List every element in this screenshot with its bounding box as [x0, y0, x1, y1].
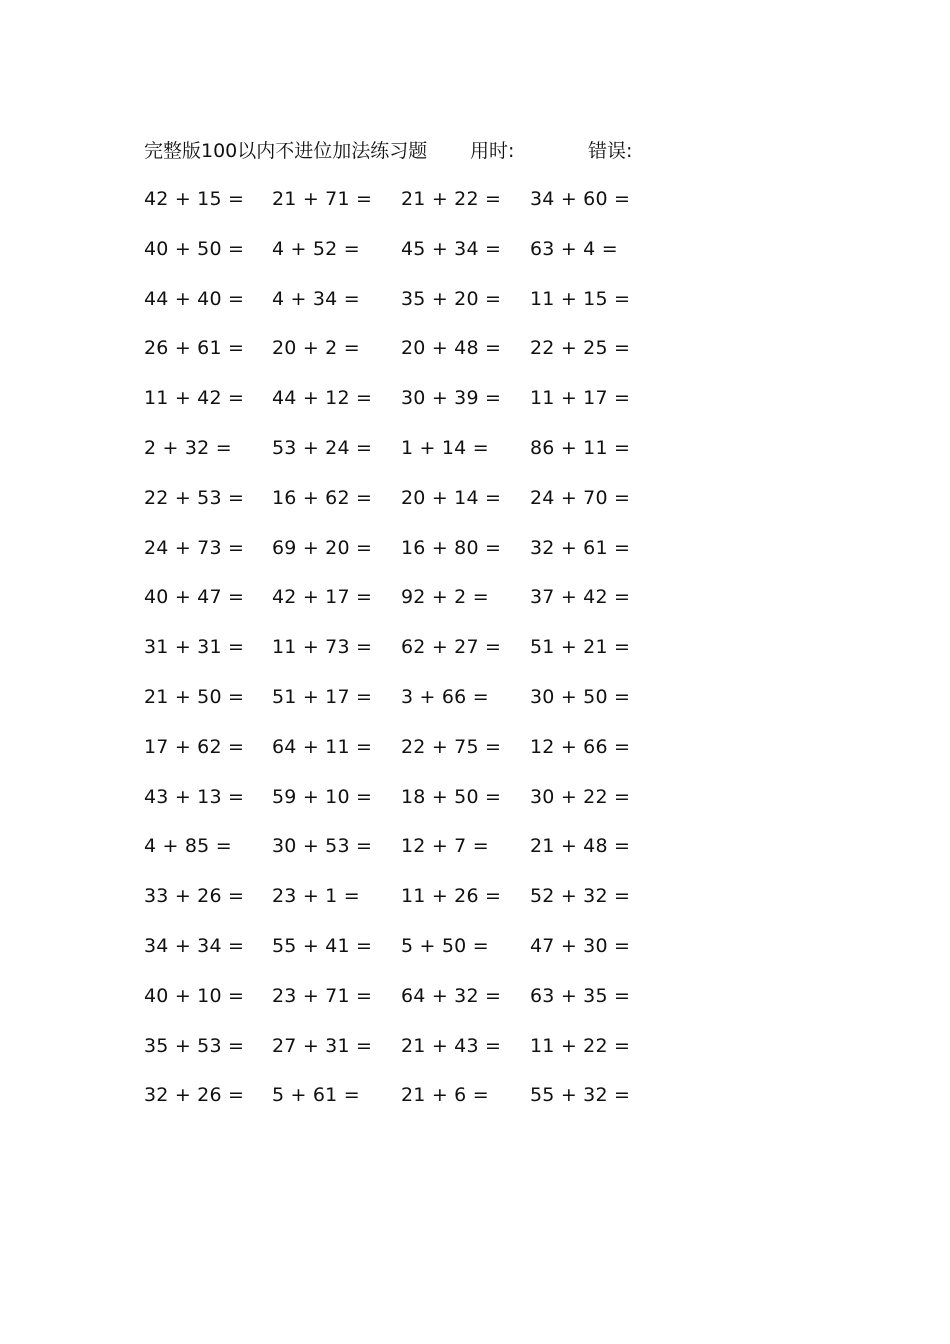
- problem-row: [144, 234, 704, 284]
- problem-item: 30 + 50 =: [530, 685, 631, 708]
- problem-item: 22 + 75 =: [401, 735, 502, 758]
- problem-item: 24 + 73 =: [144, 536, 245, 559]
- problem-item: 40 + 50 =: [144, 237, 245, 260]
- problem-item: 64 + 32 =: [401, 984, 502, 1007]
- problem-item: 63 + 35 =: [530, 984, 631, 1007]
- problem-item: 30 + 39 =: [401, 387, 502, 410]
- problem-item: 20 + 2 =: [272, 337, 360, 360]
- problem-item: 53 + 24 =: [272, 436, 373, 459]
- problem-item: 42 + 15 =: [144, 188, 245, 210]
- problem-item: 16 + 80 =: [401, 536, 502, 559]
- problem-item: 55 + 32 =: [530, 1084, 631, 1107]
- problem-item: 4 + 85 =: [144, 835, 232, 858]
- problem-item: 59 + 10 =: [272, 785, 373, 808]
- problem-item: 86 + 11 =: [530, 436, 631, 459]
- problem-item: 21 + 43 =: [401, 1034, 502, 1057]
- problem-item: 40 + 47 =: [144, 586, 245, 609]
- problem-item: 12 + 7 =: [401, 835, 489, 858]
- problem-item: 45 + 34 =: [401, 237, 502, 260]
- problem-item: 62 + 27 =: [401, 636, 502, 659]
- error-label: 错误:: [588, 140, 633, 162]
- problem-item: 21 + 6 =: [401, 1084, 489, 1107]
- problem-item: 32 + 61 =: [530, 536, 631, 559]
- worksheet-header: [144, 136, 844, 166]
- problem-row: [144, 333, 704, 383]
- problem-item: 44 + 12 =: [272, 387, 373, 410]
- problem-item: 34 + 60 =: [530, 188, 631, 210]
- problem-item: 11 + 22 =: [530, 1034, 631, 1057]
- problem-item: 69 + 20 =: [272, 536, 373, 559]
- problem-item: 37 + 42 =: [530, 586, 631, 609]
- time-label: 用时:: [470, 140, 515, 162]
- problem-row: [144, 433, 704, 483]
- problem-row: [144, 782, 704, 832]
- problem-item: 55 + 41 =: [272, 934, 373, 957]
- problem-item: 16 + 62 =: [272, 486, 373, 509]
- problem-item: 30 + 53 =: [272, 835, 373, 858]
- problem-item: 40 + 10 =: [144, 984, 245, 1007]
- problem-item: 4 + 34 =: [272, 287, 360, 310]
- problem-row: [144, 184, 704, 234]
- problem-item: 11 + 73 =: [272, 636, 373, 659]
- problem-item: 44 + 40 =: [144, 287, 245, 310]
- problem-row: [144, 582, 704, 632]
- problem-item: 4 + 52 =: [272, 237, 360, 260]
- problem-grid: [144, 184, 704, 1130]
- problem-item: 5 + 50 =: [401, 934, 489, 957]
- problem-item: 23 + 71 =: [272, 984, 373, 1007]
- problem-row: [144, 284, 704, 334]
- problem-item: 11 + 42 =: [144, 387, 245, 410]
- problem-item: 11 + 15 =: [530, 287, 631, 310]
- problem-item: 18 + 50 =: [401, 785, 502, 808]
- problem-item: 52 + 32 =: [530, 885, 631, 908]
- problem-item: 22 + 53 =: [144, 486, 245, 509]
- problem-item: 51 + 17 =: [272, 685, 373, 708]
- problem-row: [144, 632, 704, 682]
- problem-row: [144, 732, 704, 782]
- problem-row: [144, 533, 704, 583]
- problem-item: 22 + 25 =: [530, 337, 631, 360]
- problem-item: 31 + 31 =: [144, 636, 245, 659]
- problem-item: 47 + 30 =: [530, 934, 631, 957]
- problem-item: 11 + 26 =: [401, 885, 502, 908]
- problem-item: 26 + 61 =: [144, 337, 245, 360]
- problem-item: 20 + 48 =: [401, 337, 502, 360]
- problem-item: 63 + 4 =: [530, 237, 618, 260]
- problem-item: 27 + 31 =: [272, 1034, 373, 1057]
- problem-item: 21 + 48 =: [530, 835, 631, 858]
- problem-item: 3 + 66 =: [401, 685, 489, 708]
- problem-item: 20 + 14 =: [401, 486, 502, 509]
- problem-item: 23 + 1 =: [272, 885, 360, 908]
- worksheet-title: 完整版100以内不进位加法练习题: [144, 140, 428, 162]
- problem-item: 92 + 2 =: [401, 586, 489, 609]
- problem-item: 34 + 34 =: [144, 934, 245, 957]
- problem-item: 32 + 26 =: [144, 1084, 245, 1107]
- problem-item: 12 + 66 =: [530, 735, 631, 758]
- problem-row: [144, 931, 704, 981]
- problem-item: 64 + 11 =: [272, 735, 373, 758]
- problem-item: 42 + 17 =: [272, 586, 373, 609]
- problem-item: 21 + 22 =: [401, 188, 502, 210]
- problem-row: [144, 881, 704, 931]
- problem-item: 11 + 17 =: [530, 387, 631, 410]
- problem-item: 1 + 14 =: [401, 436, 489, 459]
- problem-row: [144, 1080, 704, 1130]
- problem-item: 35 + 53 =: [144, 1034, 245, 1057]
- problem-row: [144, 383, 704, 433]
- problem-item: 2 + 32 =: [144, 436, 232, 459]
- problem-item: 17 + 62 =: [144, 735, 245, 758]
- problem-row: [144, 682, 704, 732]
- problem-item: 5 + 61 =: [272, 1084, 360, 1107]
- problem-row: [144, 1031, 704, 1081]
- problem-item: 43 + 13 =: [144, 785, 245, 808]
- problem-item: 35 + 20 =: [401, 287, 502, 310]
- problem-row: [144, 981, 704, 1031]
- problem-item: 21 + 50 =: [144, 685, 245, 708]
- problem-item: 51 + 21 =: [530, 636, 631, 659]
- problem-item: 24 + 70 =: [530, 486, 631, 509]
- problem-item: 33 + 26 =: [144, 885, 245, 908]
- problem-item: 30 + 22 =: [530, 785, 631, 808]
- problem-row: [144, 483, 704, 533]
- problem-row: [144, 831, 704, 881]
- problem-item: 21 + 71 =: [272, 188, 373, 210]
